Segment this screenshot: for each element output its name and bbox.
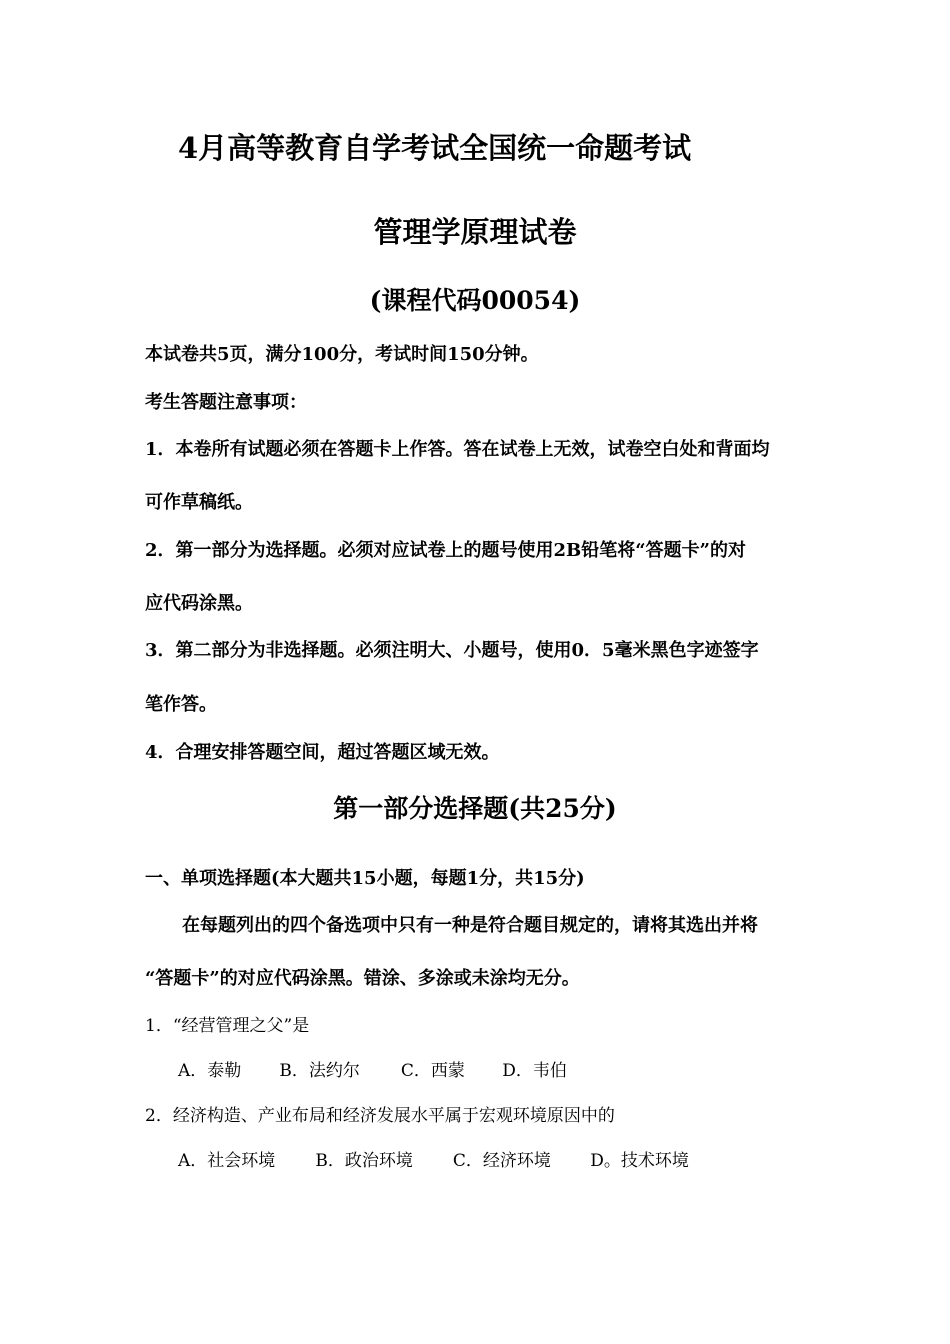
- option-b: B．政治环境: [315, 1151, 413, 1171]
- note-2-line-1: 2．第一部分为选择题。必须对应试卷上的题号使用2B铅笔将“答题卡”的对: [145, 540, 746, 561]
- option-a: A．社会环境: [178, 1151, 276, 1171]
- option-c: C．经济环境: [452, 1151, 551, 1171]
- question-1-options: [178, 1063, 567, 1080]
- option-a: A．泰勒: [178, 1061, 242, 1081]
- course-code: (课程代码00054): [369, 286, 581, 315]
- note-2-line-2: 应代码涂黑。: [145, 593, 253, 614]
- question-2-stem: 2．经济构造、产业布局和经济发展水平属于宏观环境原因中的: [145, 1106, 615, 1126]
- option-d: D．韦伯: [502, 1061, 567, 1081]
- note-4: 4．合理安排答题空间，超过答题区域无效。: [145, 742, 500, 763]
- subject-title: 管理学原理试卷: [373, 215, 577, 249]
- note-1-line-1: 1．本卷所有试题必须在答题卡上作答。答在试卷上无效，试卷空白处和背面均: [145, 439, 770, 460]
- instruction-line-1: 在每题列出的四个备选项中只有一种是符合题目规定的，请将其选出并将: [182, 915, 758, 936]
- note-1-line-2: 可作草稿纸。: [145, 492, 253, 513]
- exam-summary: 本试卷共5页，满分100分，考试时间150分钟。: [145, 344, 539, 365]
- section-title: 一、单项选择题(本大题共15小题，每题1分，共15分): [145, 868, 585, 889]
- part1-heading: 第一部分选择题(共25分): [333, 794, 617, 823]
- note-3-line-1: 3．第二部分为非选择题。必须注明大、小题号，使用0．5毫米黑色字迹签字: [145, 640, 759, 661]
- question-1-stem: 1．“经营管理之父”是: [145, 1016, 310, 1036]
- option-b: B．法约尔: [279, 1061, 360, 1081]
- notes-heading: 考生答题注意事项：: [145, 392, 307, 413]
- exam-title: 4月高等教育自学考试全国统一命题考试: [178, 131, 692, 165]
- option-d: D。技术环境: [590, 1151, 689, 1171]
- instruction-line-2: “答题卡”的对应代码涂黑。错涂、多涂或未涂均无分。: [145, 968, 580, 989]
- option-c: C．西蒙: [400, 1061, 465, 1081]
- note-3-line-2: 笔作答。: [145, 694, 217, 715]
- question-2-options: [178, 1153, 689, 1170]
